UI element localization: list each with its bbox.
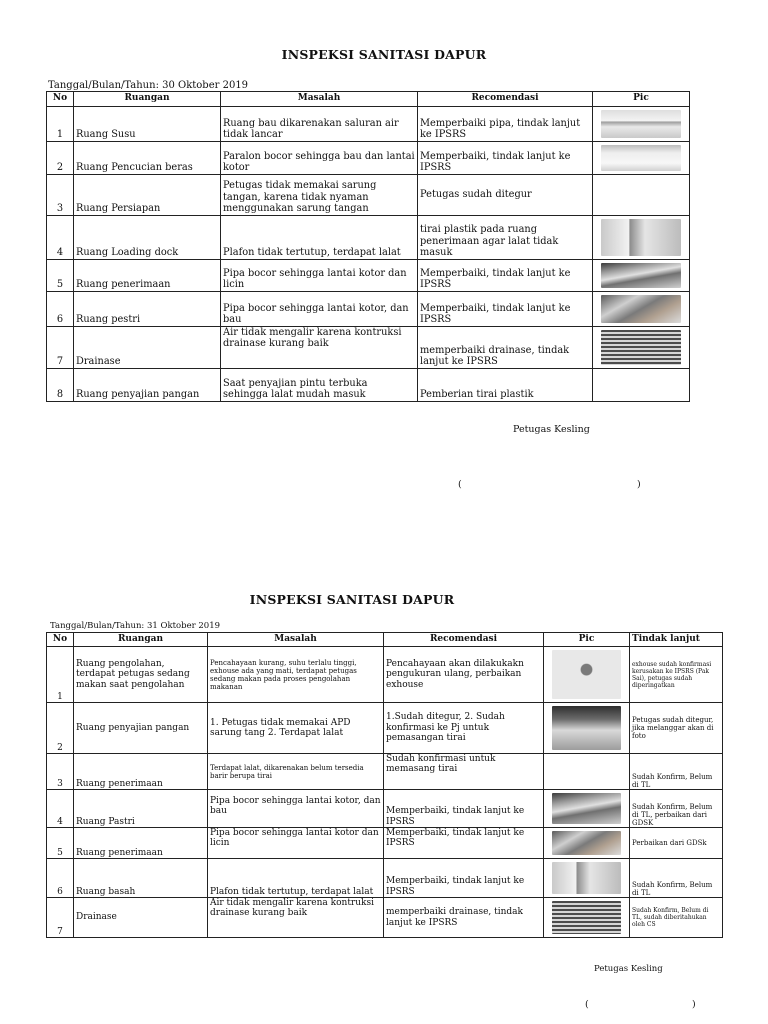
- row-masalah: Paralon bocor sehingga bau dan lantai kotor: [221, 141, 418, 174]
- row-ruangan: Ruang Susu: [74, 106, 221, 141]
- header-masalah: Masalah: [221, 92, 418, 107]
- pipe-photo: [552, 831, 621, 855]
- header-no: No: [47, 92, 74, 107]
- signature-open-paren-1: (: [458, 479, 462, 490]
- row-ruangan: Ruang Pastri: [74, 790, 208, 828]
- table-row: [47, 259, 690, 291]
- signature-close-paren-1: ): [637, 479, 641, 490]
- table-header-row: [47, 633, 723, 647]
- row-pic: [544, 790, 630, 828]
- table-row: [47, 790, 723, 828]
- row-ruangan: Ruang pengolahan, terdapat petugas sedang makan saat pengolahan: [74, 647, 208, 703]
- row-rekomendasi: Memperbaiki pipa, tindak lanjut ke IPSRS: [418, 106, 593, 141]
- inspection-table-2: [46, 632, 723, 938]
- table-row: [47, 647, 723, 703]
- row-rekomendasi: Memperbaiki, tindak lanjut ke IPSRS: [418, 291, 593, 326]
- row-pic: [544, 754, 630, 790]
- header-ruangan: Ruangan: [74, 92, 221, 107]
- row-no: 7: [47, 326, 74, 368]
- table-row: [47, 859, 723, 898]
- header-pic: Pic: [593, 92, 690, 107]
- pipe-photo: [601, 295, 681, 323]
- row-pic: [593, 174, 690, 215]
- row-masalah: Plafon tidak tertutup, terdapat lalat: [221, 215, 418, 259]
- row-no: 2: [47, 703, 74, 754]
- row-ruangan: Ruang penyajian pangan: [74, 703, 208, 754]
- row-ruangan: Ruang Loading dock: [74, 215, 221, 259]
- row-ruangan: Ruang penerimaan: [74, 754, 208, 790]
- row-no: 8: [47, 368, 74, 401]
- row-pic: [593, 291, 690, 326]
- row-tindak-lanjut: Sudah Konfirm, Belum di TL, sudah diberitahukan oleh CS: [630, 898, 723, 938]
- row-no: 1: [47, 647, 74, 703]
- vent-photo: [601, 110, 681, 138]
- row-pic: [544, 859, 630, 898]
- table-row: [47, 215, 690, 259]
- row-ruangan: Ruang Pencucian beras: [74, 141, 221, 174]
- row-no: 2: [47, 141, 74, 174]
- row-ruangan: Ruang penerimaan: [74, 259, 221, 291]
- row-masalah: 1. Petugas tidak memakai APD sarung tang 2. Terdapat lalat: [208, 703, 384, 754]
- table-row: [47, 291, 690, 326]
- table-row: [47, 106, 690, 141]
- row-pic: [544, 647, 630, 703]
- row-ruangan: Ruang penerimaan: [74, 828, 208, 859]
- row-no: 4: [47, 215, 74, 259]
- report-title-2: INSPEKSI SANITASI DAPUR: [249, 592, 455, 607]
- row-ruangan: Ruang basah: [74, 859, 208, 898]
- row-masalah: Ruang bau dikarenakan saluran air tidak lancar: [221, 106, 418, 141]
- row-tindak-lanjut: Petugas sudah ditegur, jika melanggar akan di foto: [630, 703, 723, 754]
- row-no: 1: [47, 106, 74, 141]
- report-title-1: INSPEKSI SANITASI DAPUR: [281, 47, 487, 62]
- row-rekomendasi: Memperbaiki, tindak lanjut ke IPSRS: [384, 828, 544, 859]
- row-masalah: Saat penyajian pintu terbuka sehingga lalat mudah masuk: [221, 368, 418, 401]
- row-masalah: Petugas tidak memakai sarung tangan, karena tidak nyaman menggunakan sarung tangan: [221, 174, 418, 215]
- row-masalah: Pipa bocor sehingga lantai kotor, dan bau: [208, 790, 384, 828]
- row-pic: [593, 106, 690, 141]
- row-tindak-lanjut: Sudah Konfirm, Belum di TL: [630, 754, 723, 790]
- row-no: 5: [47, 828, 74, 859]
- row-tindak-lanjut: Sudah Konfirm, Belum di TL, perbaikan dari GDSK: [630, 790, 723, 828]
- row-pic: [593, 326, 690, 368]
- row-pic: [544, 898, 630, 938]
- light-photo: [552, 650, 621, 699]
- table-row: [47, 828, 723, 859]
- row-masalah: Pencahayaan kurang, suhu terlalu tinggi, exhouse ada yang mati, terdapat petugas sedang makan pada proses pengolahan makanan: [208, 647, 384, 703]
- pipe-photo: [601, 263, 681, 288]
- row-no: 6: [47, 859, 74, 898]
- signature-label-2: Petugas Kesling: [594, 964, 663, 974]
- row-pic: [544, 703, 630, 754]
- row-rekomendasi: Memperbaiki, tindak lanjut ke IPSRS: [418, 259, 593, 291]
- duct-photo: [601, 219, 681, 256]
- row-rekomendasi: Memperbaiki, tindak lanjut ke IPSRS: [384, 859, 544, 898]
- row-masalah: Air tidak mengalir karena kontruksi drainase kurang baik: [208, 898, 384, 938]
- row-pic: [544, 828, 630, 859]
- row-masalah: Pipa bocor sehingga lantai kotor, dan bau: [221, 291, 418, 326]
- row-rekomendasi: memperbaiki drainase, tindak lanjut ke IPSRS: [384, 898, 544, 938]
- row-ruangan: Ruang Persiapan: [74, 174, 221, 215]
- table-row: [47, 326, 690, 368]
- row-ruangan: Ruang penyajian pangan: [74, 368, 221, 401]
- table-header-row: [47, 92, 690, 107]
- row-rekomendasi: Petugas sudah ditegur: [418, 174, 593, 215]
- row-pic: [593, 259, 690, 291]
- row-rekomendasi: Memperbaiki, tindak lanjut ke IPSRS: [384, 790, 544, 828]
- row-masalah: Air tidak mengalir karena kontruksi drainase kurang baik: [221, 326, 418, 368]
- row-masalah: Pipa bocor sehingga lantai kotor dan licin: [221, 259, 418, 291]
- row-rekomendasi: Pencahayaan akan dilakukakn pengukuran ulang, perbaikan exhouse: [384, 647, 544, 703]
- header-no: No: [47, 633, 74, 647]
- signature-close-paren-2: ): [692, 999, 696, 1010]
- header-ruangan: Ruangan: [74, 633, 208, 647]
- header-recomendasi: Recomendasi: [418, 92, 593, 107]
- row-rekomendasi: Memperbaiki, tindak lanjut ke IPSRS: [418, 141, 593, 174]
- table-row: [47, 368, 690, 401]
- table-row: [47, 141, 690, 174]
- header-tindak-lanjut: Tindak lanjut: [630, 633, 723, 647]
- report-date-2: Tanggal/Bulan/Tahun: 31 Oktober 2019: [50, 621, 221, 631]
- row-rekomendasi: tirai plastik pada ruang penerimaan agar lalat tidak masuk: [418, 215, 593, 259]
- header-masalah: Masalah: [208, 633, 384, 647]
- table-row: [47, 703, 723, 754]
- row-no: 4: [47, 790, 74, 828]
- row-masalah: Pipa bocor sehingga lantai kotor dan licin: [208, 828, 384, 859]
- row-tindak-lanjut: Sudah Konfirm, Belum di TL: [630, 859, 723, 898]
- row-no: 3: [47, 174, 74, 215]
- signature-open-paren-2: (: [585, 999, 589, 1010]
- table-row: [47, 174, 690, 215]
- duct-photo: [552, 862, 621, 894]
- row-rekomendasi: 1.Sudah ditegur, 2. Sudah konfirmasi ke Pj untuk pemasangan tirai: [384, 703, 544, 754]
- header-pic: Pic: [544, 633, 630, 647]
- report-date-1: Tanggal/Bulan/Tahun: 30 Oktober 2019: [48, 80, 249, 91]
- row-rekomendasi: Pemberian tirai plastik: [418, 368, 593, 401]
- row-pic: [593, 215, 690, 259]
- pipe-photo: [552, 793, 621, 824]
- row-pic: [593, 368, 690, 401]
- header-recomendasi: Recomendasi: [384, 633, 544, 647]
- table-row: [47, 754, 723, 790]
- row-ruangan: Drainase: [74, 326, 221, 368]
- row-tindak-lanjut: exhouse sudah konfirmasi kerusakan ke IPSRS (Pak Sai), petugas sudah diperingatkan: [630, 647, 723, 703]
- inspection-table-1: [46, 91, 690, 402]
- row-tindak-lanjut: Perbaikan dari GDSk: [630, 828, 723, 859]
- row-ruangan: Drainase: [74, 898, 208, 938]
- table-row: [47, 898, 723, 938]
- row-rekomendasi: Sudah konfirmasi untuk memasang tirai: [384, 754, 544, 790]
- drain-photo: [601, 330, 681, 365]
- row-no: 7: [47, 898, 74, 938]
- row-ruangan: Ruang pestri: [74, 291, 221, 326]
- row-no: 6: [47, 291, 74, 326]
- kitchen-photo: [552, 706, 621, 750]
- row-masalah: Terdapat lalat, dikarenakan belum tersedia barir berupa tirai: [208, 754, 384, 790]
- row-rekomendasi: memperbaiki drainase, tindak lanjut ke IPSRS: [418, 326, 593, 368]
- ceiling-photo: [601, 145, 681, 171]
- row-no: 5: [47, 259, 74, 291]
- row-pic: [593, 141, 690, 174]
- drain-photo: [552, 901, 621, 934]
- row-no: 3: [47, 754, 74, 790]
- row-masalah: Plafon tidak tertutup, terdapat lalat: [208, 859, 384, 898]
- signature-label-1: Petugas Kesling: [513, 424, 590, 435]
